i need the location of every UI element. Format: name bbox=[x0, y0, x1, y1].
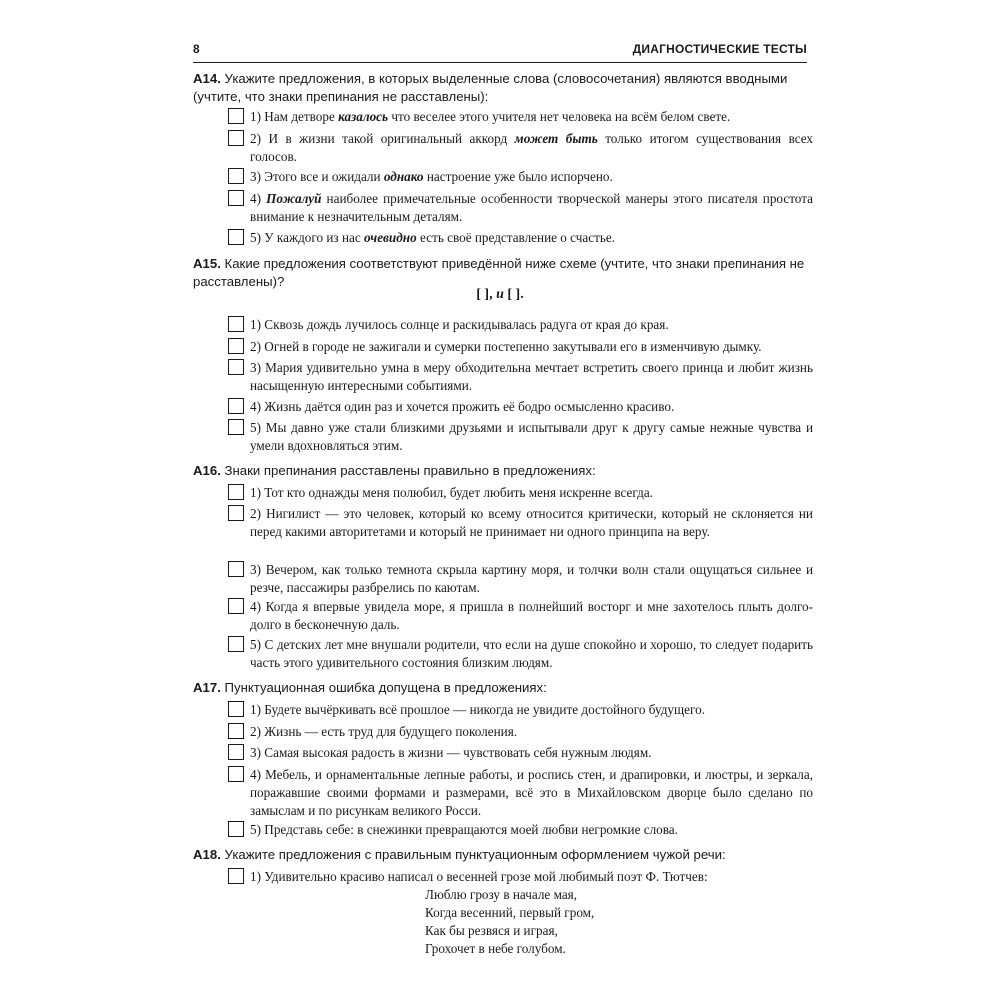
poem-line: Грохочет в небе голубом. bbox=[425, 941, 566, 956]
option-number: 1) bbox=[250, 317, 261, 332]
option-a16-2 bbox=[228, 505, 813, 541]
scheme-part-1: [ ], bbox=[476, 287, 497, 302]
option-text-after: есть своё представление о счастье. bbox=[416, 230, 616, 245]
answer-checkbox[interactable] bbox=[228, 168, 244, 184]
option-a18-1 bbox=[228, 868, 813, 886]
option-number: 4) bbox=[250, 767, 261, 782]
header-divider bbox=[193, 62, 807, 63]
answer-checkbox[interactable] bbox=[228, 561, 244, 577]
answer-checkbox[interactable] bbox=[228, 338, 244, 354]
option-text-before: У каждого из нас bbox=[264, 230, 365, 245]
option-text-before: Нам детворе bbox=[264, 109, 339, 124]
option-number: 5) bbox=[250, 420, 261, 435]
question-text: Укажите предложения с правильным пунктуационным оформлением чужой речи: bbox=[224, 847, 726, 862]
option-text-before: И в жизни такой оригинальный аккорд bbox=[268, 131, 515, 146]
question-a18 bbox=[193, 846, 813, 864]
option-number: 2) bbox=[250, 339, 261, 354]
option-number: 5) bbox=[250, 637, 261, 652]
option-text-after: настроение уже было испорчено. bbox=[423, 169, 613, 184]
question-number: A15. bbox=[193, 256, 221, 271]
option-a14-4 bbox=[228, 190, 813, 226]
option-number: 5) bbox=[250, 822, 261, 837]
question-text: Какие предложения соответствуют приведённой ниже схеме (учтите, что знаки препинания не расставлены)? bbox=[193, 256, 805, 289]
answer-checkbox[interactable] bbox=[228, 766, 244, 782]
scheme-conjunction: и bbox=[496, 287, 504, 302]
option-number: 3) bbox=[250, 360, 261, 375]
question-number: A18. bbox=[193, 847, 221, 862]
running-header-title: ДИАГНОСТИЧЕСКИЕ ТЕСТЫ bbox=[632, 42, 807, 56]
option-number: 1) bbox=[250, 109, 261, 124]
poem-line: Как бы резвяся и играя, bbox=[425, 923, 558, 938]
question-a17 bbox=[193, 679, 813, 697]
option-text: Представь себе: в снежинки превращаются моей любви негромкие слова. bbox=[264, 822, 678, 837]
option-text: Мария удивительно умна в меру обходительна мечтает встретить своего принца и любит жизнь насыщенную интересными событиями. bbox=[250, 360, 813, 393]
option-text: Сквозь дождь лучилось солнце и раскидывалась радуга от края до края. bbox=[264, 317, 669, 332]
question-number: A16. bbox=[193, 463, 221, 478]
option-text: Мебель, и орнаментальные лепные работы, и роспись стен, и драпировки, и люстры, и зеркала, поражавшие своими формами и размерами, всё это в Михайловском дворце было сделано по замыслам и по рисункам великого Росси. bbox=[250, 767, 813, 818]
answer-checkbox[interactable] bbox=[228, 744, 244, 760]
option-a14-5 bbox=[228, 229, 813, 247]
answer-checkbox[interactable] bbox=[228, 108, 244, 124]
option-text: Огней в городе не зажигали и сумерки постепенно закутывали его в изменчивую дымку. bbox=[264, 339, 762, 354]
question-number: A14. bbox=[193, 71, 221, 86]
option-text: Нигилист — это человек, который ко всему относится критически, который не склоняется ни перед какими авторитетами и который не принимает ни одного принципа на веру. bbox=[250, 506, 813, 539]
option-text-before: Этого все и ожидали bbox=[264, 169, 384, 184]
option-a17-2 bbox=[228, 723, 813, 741]
answer-checkbox[interactable] bbox=[228, 359, 244, 375]
option-a17-3 bbox=[228, 744, 813, 762]
option-number: 1) bbox=[250, 702, 261, 717]
option-number: 2) bbox=[250, 724, 261, 739]
option-text: Тот кто однажды меня полюбил, будет любить меня искренне всегда. bbox=[264, 485, 653, 500]
option-a16-4 bbox=[228, 598, 813, 634]
option-number: 1) bbox=[250, 869, 261, 884]
option-a14-1 bbox=[228, 108, 813, 126]
highlighted-word: казалось bbox=[338, 109, 389, 124]
option-text: Самая высокая радость в жизни — чувствовать себя нужным людям. bbox=[264, 745, 652, 760]
answer-checkbox[interactable] bbox=[228, 636, 244, 652]
option-a16-1 bbox=[228, 484, 813, 502]
answer-checkbox[interactable] bbox=[228, 229, 244, 245]
option-text-after: что веселее этого учителя нет человека на всём белом свете. bbox=[388, 109, 731, 124]
answer-checkbox[interactable] bbox=[228, 505, 244, 521]
option-text-after: только итогом существования всех голосов. bbox=[250, 131, 814, 164]
answer-checkbox[interactable] bbox=[228, 723, 244, 739]
highlighted-word: может быть bbox=[514, 131, 598, 146]
question-text: Знаки препинания расставлены правильно в предложениях: bbox=[224, 463, 596, 478]
highlighted-word: Пожалуй bbox=[266, 191, 322, 206]
option-text: Жизнь — есть труд для будущего поколения. bbox=[264, 724, 518, 739]
option-text: Будете вычёркивать всё прошлое — никогда не увидите достойного будущего. bbox=[264, 702, 705, 717]
option-number: 3) bbox=[250, 745, 261, 760]
answer-checkbox[interactable] bbox=[228, 701, 244, 717]
page-number: 8 bbox=[193, 42, 200, 56]
option-text: Удивительно красиво написал о весенней грозе мой любимый поэт Ф. Тютчев: bbox=[264, 869, 708, 884]
poem-line: Люблю грозу в начале мая, bbox=[425, 887, 578, 902]
option-number: 1) bbox=[250, 485, 261, 500]
option-a15-3 bbox=[228, 359, 813, 395]
option-text: С детских лет мне внушали родители, что если на душе спокойно и хорошо, то следует подарить часть этого удивительного состояния близким людям. bbox=[250, 637, 814, 670]
option-a16-5 bbox=[228, 636, 813, 672]
option-text: Жизнь даётся один раз и хочется прожить её бодро осмысленно красиво. bbox=[264, 399, 675, 414]
option-number: 5) bbox=[250, 230, 261, 245]
answer-checkbox[interactable] bbox=[228, 868, 244, 884]
option-text: Мы давно уже стали близкими друзьями и испытывали друг к другу самые нежные чувства и умели вдохновляться этим. bbox=[250, 420, 814, 453]
poem-line: Когда весенний, первый гром, bbox=[425, 905, 595, 920]
question-number: A17. bbox=[193, 680, 221, 695]
option-number: 2) bbox=[250, 506, 261, 521]
option-text: Вечером, как только темнота скрыла картину моря, и толчки волн стали ощущаться сильнее и резче, пассажиры разбрелись по каютам. bbox=[250, 562, 813, 595]
option-a16-3 bbox=[228, 561, 813, 597]
answer-checkbox[interactable] bbox=[228, 484, 244, 500]
option-a15-5 bbox=[228, 419, 813, 455]
question-a14 bbox=[193, 70, 813, 106]
option-number: 4) bbox=[250, 599, 261, 614]
option-a15-4 bbox=[228, 398, 813, 416]
option-text: Когда я впервые увидела море, я пришла в полнейший восторг и мне захотелось плыть долго-долго в бесконечную даль. bbox=[250, 599, 814, 632]
option-a14-2 bbox=[228, 130, 813, 166]
option-number: 4) bbox=[250, 191, 261, 206]
answer-checkbox[interactable] bbox=[228, 190, 244, 206]
option-a17-5 bbox=[228, 821, 813, 839]
question-text: Укажите предложения, в которых выделенные слова (словосочетания) являются вводными (учтите, что знаки препинания не расставлены): bbox=[193, 71, 788, 104]
option-a14-3 bbox=[228, 168, 813, 186]
option-text-after: наиболее примечательные особенности творческой манеры этого писателя простота внимание к незначительным деталям. bbox=[250, 191, 813, 224]
question-a16 bbox=[193, 462, 813, 480]
option-a17-4 bbox=[228, 766, 813, 820]
answer-checkbox[interactable] bbox=[228, 316, 244, 332]
option-number: 3) bbox=[250, 562, 261, 577]
option-number: 4) bbox=[250, 399, 261, 414]
poem-quote bbox=[425, 886, 594, 958]
answer-checkbox[interactable] bbox=[228, 398, 244, 414]
answer-checkbox[interactable] bbox=[228, 821, 244, 837]
question-text: Пунктуационная ошибка допущена в предложениях: bbox=[224, 680, 547, 695]
sentence-scheme bbox=[193, 287, 807, 303]
answer-checkbox[interactable] bbox=[228, 419, 244, 435]
answer-checkbox[interactable] bbox=[228, 130, 244, 146]
option-a15-1 bbox=[228, 316, 813, 334]
option-a17-1 bbox=[228, 701, 813, 719]
option-number: 3) bbox=[250, 169, 261, 184]
question-a15 bbox=[193, 255, 813, 291]
answer-checkbox[interactable] bbox=[228, 598, 244, 614]
option-a15-2 bbox=[228, 338, 813, 356]
option-number: 2) bbox=[250, 131, 261, 146]
scheme-part-2: [ ]. bbox=[503, 287, 524, 302]
highlighted-word: очевидно bbox=[364, 230, 417, 245]
highlighted-word: однако bbox=[383, 169, 424, 184]
